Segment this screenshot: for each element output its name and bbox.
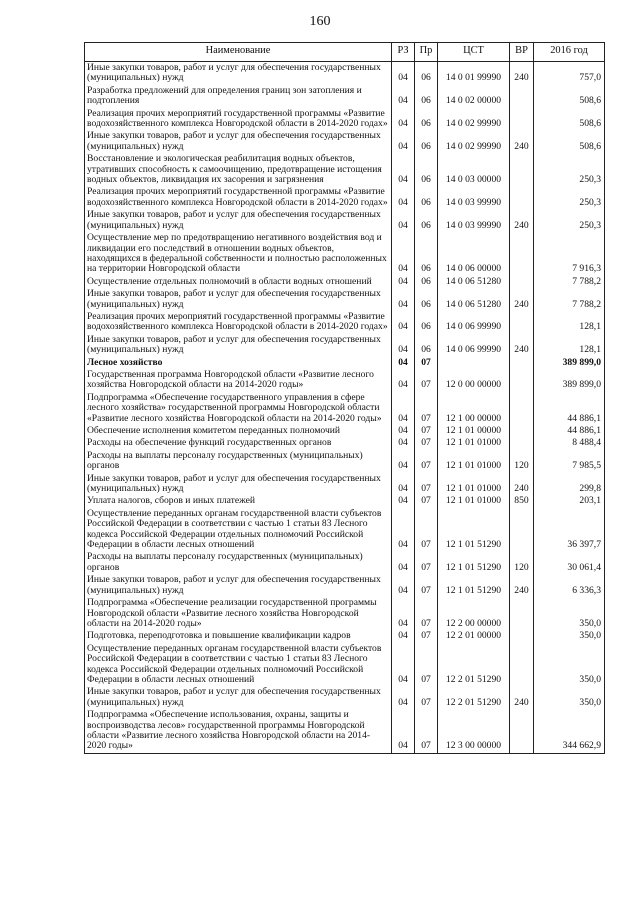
row-vr — [510, 357, 534, 369]
row-rz: 04 — [392, 288, 415, 311]
row-vr — [510, 437, 534, 449]
row-vr: 240 — [510, 686, 534, 709]
row-cst: 12 2 01 51290 — [438, 643, 510, 687]
row-amount: 508,6 — [534, 108, 605, 131]
row-cst: 12 1 01 51290 — [438, 551, 510, 574]
row-vr — [510, 392, 534, 425]
row-vr — [510, 597, 534, 630]
row-name: Осуществление мер по предотвращению негативного воздействия вод и ликвидации его последствий в отношении водных объектов, находящихся в федеральной собственности и полностью расположенных на территории Новгородской области — [85, 232, 392, 276]
row-rz: 04 — [392, 437, 415, 449]
row-vr — [510, 85, 534, 108]
row-rz: 04 — [392, 508, 415, 552]
table-row — [85, 450, 605, 473]
row-rz: 04 — [392, 574, 415, 597]
row-pr: 06 — [415, 276, 438, 288]
row-cst: 12 1 00 00000 — [438, 392, 510, 425]
row-amount: 6 336,3 — [534, 574, 605, 597]
row-cst: 14 0 06 99990 — [438, 334, 510, 357]
row-cst: 12 2 00 00000 — [438, 597, 510, 630]
table-row — [85, 597, 605, 630]
row-rz: 04 — [392, 686, 415, 709]
row-pr: 07 — [415, 425, 438, 437]
row-vr: 850 — [510, 495, 534, 507]
row-cst: 14 0 06 99990 — [438, 311, 510, 334]
header-rz: РЗ — [392, 43, 415, 62]
row-cst: 12 0 00 00000 — [438, 369, 510, 392]
row-cst: 12 1 01 00000 — [438, 425, 510, 437]
row-name: Разработка предложений для определения границ зон затопления и подтопления — [85, 85, 392, 108]
row-vr: 240 — [510, 130, 534, 153]
table-row — [85, 130, 605, 153]
row-cst: 12 2 01 00000 — [438, 630, 510, 642]
row-cst: 14 0 02 99990 — [438, 130, 510, 153]
table-row — [85, 108, 605, 131]
row-name: Иные закупки товаров, работ и услуг для обеспечения государственных (муниципальных) нужд — [85, 334, 392, 357]
row-pr: 06 — [415, 209, 438, 232]
row-pr: 06 — [415, 334, 438, 357]
row-cst: 14 0 03 99990 — [438, 209, 510, 232]
row-vr — [510, 643, 534, 687]
row-name: Расходы на выплаты персоналу государственных (муниципальных) органов — [85, 450, 392, 473]
row-rz: 04 — [392, 450, 415, 473]
table-row — [85, 686, 605, 709]
row-pr: 07 — [415, 597, 438, 630]
table-row — [85, 425, 605, 437]
row-cst: 14 0 06 51280 — [438, 276, 510, 288]
row-cst: 14 0 06 51280 — [438, 288, 510, 311]
row-amount: 250,3 — [534, 209, 605, 232]
table-body — [85, 62, 605, 754]
row-rz: 04 — [392, 709, 415, 753]
row-rz: 04 — [392, 643, 415, 687]
row-vr — [510, 709, 534, 753]
row-amount: 508,6 — [534, 85, 605, 108]
row-amount: 128,1 — [534, 311, 605, 334]
header-year: 2016 год — [534, 43, 605, 62]
row-cst: 12 1 01 51290 — [438, 508, 510, 552]
row-pr: 07 — [415, 369, 438, 392]
row-pr: 07 — [415, 450, 438, 473]
table-row — [85, 186, 605, 209]
row-name: Реализация прочих мероприятий государственной программы «Развитие водохозяйственного комплекса Новгородской области в 2014-2020 годах» — [85, 108, 392, 131]
row-name: Подпрограмма «Обеспечение государственного управления в сфере лесного хозяйства» государственной программы Новгородской области «Развитие лесного хозяйства Новгородской области на 2014-2020 годы» — [85, 392, 392, 425]
row-vr — [510, 311, 534, 334]
row-cst: 12 1 01 01000 — [438, 437, 510, 449]
row-vr — [510, 232, 534, 276]
row-name: Иные закупки товаров, работ и услуг для обеспечения государственных (муниципальных) нужд — [85, 62, 392, 85]
row-cst: 14 0 02 99990 — [438, 108, 510, 131]
table-row — [85, 62, 605, 85]
table-row — [85, 334, 605, 357]
row-name: Иные закупки товаров, работ и услуг для обеспечения государственных (муниципальных) нужд — [85, 130, 392, 153]
row-name: Подпрограмма «Обеспечение реализации государственной программы Новгородской области «Развитие лесного хозяйства Новгородской области на 2014-2020 годы» — [85, 597, 392, 630]
row-pr: 07 — [415, 392, 438, 425]
table-row — [85, 630, 605, 642]
row-rz: 04 — [392, 392, 415, 425]
row-amount: 350,0 — [534, 686, 605, 709]
page-number: 160 — [309, 14, 331, 29]
row-name: Осуществление отдельных полномочий в области водных отношений — [85, 276, 392, 288]
row-cst: 12 1 01 01000 — [438, 495, 510, 507]
row-vr: 120 — [510, 551, 534, 574]
row-pr: 06 — [415, 130, 438, 153]
row-amount: 7 788,2 — [534, 276, 605, 288]
table-row — [85, 357, 605, 369]
row-cst: 12 1 01 51290 — [438, 574, 510, 597]
row-rz: 04 — [392, 209, 415, 232]
row-name: Государственная программа Новгородской области «Развитие лесного хозяйства Новгородской области на 2014-2020 годы» — [85, 369, 392, 392]
row-amount: 389 899,0 — [534, 369, 605, 392]
row-pr: 07 — [415, 574, 438, 597]
table-row — [85, 288, 605, 311]
table-row — [85, 508, 605, 552]
row-vr: 240 — [510, 574, 534, 597]
row-pr: 07 — [415, 643, 438, 687]
row-amount: 36 397,7 — [534, 508, 605, 552]
row-name: Обеспечение исполнения комитетом переданных полномочий — [85, 425, 392, 437]
row-vr: 240 — [510, 473, 534, 496]
row-rz: 04 — [392, 62, 415, 85]
row-rz: 04 — [392, 85, 415, 108]
row-name: Иные закупки товаров, работ и услуг для обеспечения государственных (муниципальных) нужд — [85, 574, 392, 597]
table-row — [85, 369, 605, 392]
row-pr: 06 — [415, 232, 438, 276]
row-name: Реализация прочих мероприятий государственной программы «Развитие водохозяйственного комплекса Новгородской области в 2014-2020 годах» — [85, 186, 392, 209]
table-row — [85, 209, 605, 232]
row-rz: 04 — [392, 334, 415, 357]
row-vr — [510, 153, 534, 186]
row-vr: 240 — [510, 334, 534, 357]
table-row — [85, 643, 605, 687]
row-cst: 12 1 01 01000 — [438, 450, 510, 473]
row-vr: 240 — [510, 62, 534, 85]
row-pr: 07 — [415, 357, 438, 369]
row-rz: 04 — [392, 597, 415, 630]
row-vr — [510, 425, 534, 437]
budget-table — [84, 42, 605, 754]
row-name: Подпрограмма «Обеспечение использования, охраны, защиты и воспроизводства лесов» государственной программы Новгородской области «Развитие лесного хозяйства Новгородской области на 2014-2020 годы» — [85, 709, 392, 753]
row-amount: 128,1 — [534, 334, 605, 357]
row-cst: 14 0 06 00000 — [438, 232, 510, 276]
table-row — [85, 437, 605, 449]
row-name: Уплата налогов, сборов и иных платежей — [85, 495, 392, 507]
row-vr: 240 — [510, 288, 534, 311]
table-row — [85, 551, 605, 574]
row-rz: 04 — [392, 130, 415, 153]
row-amount: 44 886,1 — [534, 425, 605, 437]
row-amount: 203,1 — [534, 495, 605, 507]
row-pr: 07 — [415, 437, 438, 449]
row-amount: 7 916,3 — [534, 232, 605, 276]
row-rz: 04 — [392, 108, 415, 131]
row-pr: 06 — [415, 153, 438, 186]
row-cst: 14 0 03 99990 — [438, 186, 510, 209]
row-vr — [510, 108, 534, 131]
row-amount: 350,0 — [534, 630, 605, 642]
row-pr: 06 — [415, 62, 438, 85]
row-amount: 508,6 — [534, 130, 605, 153]
row-vr: 240 — [510, 209, 534, 232]
row-vr — [510, 186, 534, 209]
row-rz: 04 — [392, 551, 415, 574]
row-amount: 30 061,4 — [534, 551, 605, 574]
row-amount: 7 985,5 — [534, 450, 605, 473]
row-amount: 299,8 — [534, 473, 605, 496]
header-name: Наименование — [85, 43, 392, 62]
row-rz: 04 — [392, 473, 415, 496]
row-name: Расходы на обеспечение функций государственных органов — [85, 437, 392, 449]
row-pr: 07 — [415, 551, 438, 574]
table-row — [85, 392, 605, 425]
row-cst: 14 0 03 00000 — [438, 153, 510, 186]
table-header-row — [85, 43, 605, 62]
table-row — [85, 153, 605, 186]
row-vr — [510, 276, 534, 288]
row-pr: 06 — [415, 85, 438, 108]
row-name: Подготовка, переподготовка и повышение квалификации кадров — [85, 630, 392, 642]
row-rz: 04 — [392, 232, 415, 276]
table-row — [85, 709, 605, 753]
row-rz: 04 — [392, 357, 415, 369]
header-cst: ЦСТ — [438, 43, 510, 62]
row-amount: 250,3 — [534, 153, 605, 186]
row-cst — [438, 357, 510, 369]
row-vr — [510, 508, 534, 552]
row-pr: 07 — [415, 473, 438, 496]
row-amount: 757,0 — [534, 62, 605, 85]
row-vr — [510, 369, 534, 392]
row-name: Иные закупки товаров, работ и услуг для обеспечения государственных (муниципальных) нужд — [85, 288, 392, 311]
row-name: Иные закупки товаров, работ и услуг для обеспечения государственных (муниципальных) нужд — [85, 473, 392, 496]
row-rz: 04 — [392, 425, 415, 437]
row-amount: 350,0 — [534, 597, 605, 630]
row-name: Осуществление переданных органам государственной власти субъектов Российской Федерации в соответствии с частью 1 статьи 83 Лесного кодекса Российской Федерации отдельных полномочий Российской Федерации в области лесных отношений — [85, 508, 392, 552]
table-row — [85, 473, 605, 496]
row-vr: 120 — [510, 450, 534, 473]
row-name: Восстановление и экологическая реабилитация водных объектов, утративших способность к самоочищению, предотвращение истощения водных объектов, ликвидация их засорения и загрязнения — [85, 153, 392, 186]
row-cst: 12 2 01 51290 — [438, 686, 510, 709]
row-amount: 44 886,1 — [534, 392, 605, 425]
row-pr: 06 — [415, 186, 438, 209]
row-rz: 04 — [392, 276, 415, 288]
row-name: Иные закупки товаров, работ и услуг для обеспечения государственных (муниципальных) нужд — [85, 209, 392, 232]
row-vr — [510, 630, 534, 642]
row-pr: 07 — [415, 495, 438, 507]
row-amount: 250,3 — [534, 186, 605, 209]
row-amount: 7 788,2 — [534, 288, 605, 311]
table-row — [85, 276, 605, 288]
table-row — [85, 85, 605, 108]
header-pr: Пр — [415, 43, 438, 62]
table-row — [85, 232, 605, 276]
row-amount: 8 488,4 — [534, 437, 605, 449]
row-name: Иные закупки товаров, работ и услуг для обеспечения государственных (муниципальных) нужд — [85, 686, 392, 709]
row-rz: 04 — [392, 186, 415, 209]
row-name: Расходы на выплаты персоналу государственных (муниципальных) органов — [85, 551, 392, 574]
row-name: Реализация прочих мероприятий государственной программы «Развитие водохозяйственного комплекса Новгородской области в 2014-2020 годах» — [85, 311, 392, 334]
row-name: Осуществление переданных органам государственной власти субъектов Российской Федерации в соответствии с частью 1 статьи 83 Лесного кодекса Российской Федерации отдельных полномочий Российской Федерации в области лесных отношений — [85, 643, 392, 687]
row-pr: 07 — [415, 686, 438, 709]
row-cst: 14 0 01 99990 — [438, 62, 510, 85]
row-pr: 06 — [415, 311, 438, 334]
row-rz: 04 — [392, 369, 415, 392]
row-pr: 07 — [415, 508, 438, 552]
row-amount: 389 899,0 — [534, 357, 605, 369]
row-pr: 07 — [415, 709, 438, 753]
row-cst: 12 3 00 00000 — [438, 709, 510, 753]
header-vr: ВР — [510, 43, 534, 62]
row-amount: 344 662,9 — [534, 709, 605, 753]
row-rz: 04 — [392, 630, 415, 642]
row-pr: 07 — [415, 630, 438, 642]
row-cst: 14 0 02 00000 — [438, 85, 510, 108]
row-rz: 04 — [392, 495, 415, 507]
row-amount: 350,0 — [534, 643, 605, 687]
row-rz: 04 — [392, 311, 415, 334]
row-cst: 12 1 01 01000 — [438, 473, 510, 496]
row-pr: 06 — [415, 108, 438, 131]
row-rz: 04 — [392, 153, 415, 186]
row-pr: 06 — [415, 288, 438, 311]
table-row — [85, 574, 605, 597]
row-name: Лесное хозяйство — [85, 357, 392, 369]
table-row — [85, 495, 605, 507]
table-row — [85, 311, 605, 334]
